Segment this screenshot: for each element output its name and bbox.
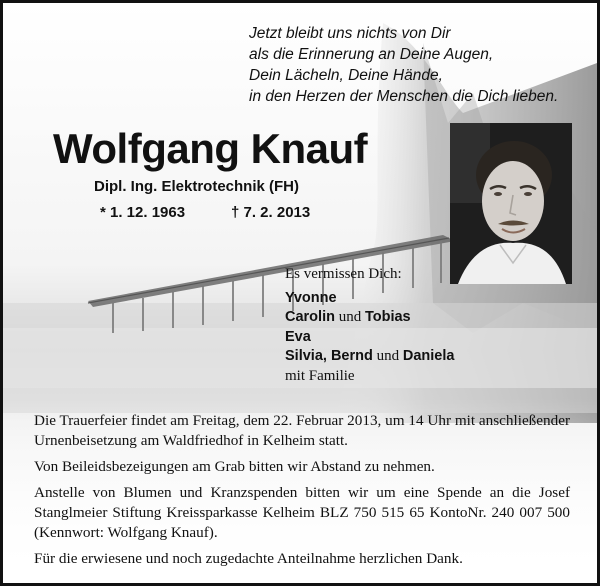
mourner-name: Yvonne (285, 289, 337, 306)
poem-line: als die Erinnerung an Deine Augen, (249, 46, 494, 63)
mourner-row (285, 328, 454, 348)
mourners-intro: Es vermissen Dich: (285, 266, 402, 282)
mourner-name: Eva (285, 328, 311, 345)
mourner-name: Silvia, Bernd (285, 348, 373, 364)
poem-line: in den Herzen der Menschen die Dich lieben. (249, 88, 559, 105)
deceased-name: Wolfgang Knauf (53, 125, 368, 172)
conjunction: und (376, 348, 400, 364)
mourner-row (285, 347, 454, 367)
funeral-service-info: Die Trauerfeier findet am Freitag, dem 22. Februar 2013, um 14 Uhr mit anschließender Urnenbeisetzung am Waldfriedhof in Kelheim statt. (34, 412, 570, 449)
deceased-title: Dipl. Ing. Elektrotechnik (FH) (94, 178, 300, 195)
mourner-name: Daniela (402, 348, 455, 364)
birth-date: * 1. 12. 1963 (100, 204, 186, 221)
mourner-row (285, 289, 454, 309)
mourner-name: Carolin (285, 309, 335, 325)
mourners-family: mit Familie (285, 367, 355, 384)
funeral-notice (34, 411, 570, 575)
conjunction: und (338, 309, 362, 325)
mourners-list (285, 265, 454, 386)
portrait-photo (450, 123, 572, 284)
donation-request: Anstelle von Blumen und Kranzspenden bitten wir um eine Spende an die Josef Stanglmeier Stiftung Kreissparkasse Kelheim BLZ 750 515 65 KontoNr. 240 007 500 (Kennwort: Wolfgang Knauf). (34, 484, 570, 541)
condolence-request: Von Beileidsbezeigungen am Grab bitten wir Abstand zu nehmen. (34, 458, 435, 475)
death-date: † 7. 2. 2013 (231, 204, 311, 221)
poem-line: Jetzt bleibt uns nichts von Dir (249, 25, 451, 42)
mourner-name: Tobias (364, 309, 411, 325)
portrait-image (450, 123, 572, 284)
poem-line: Dein Lächeln, Deine Hände, (249, 67, 443, 84)
thanks-note: Für die erwiesene und noch zugedachte Anteilnahme herzlichen Dank. (34, 550, 463, 567)
mourner-row (285, 308, 454, 328)
memorial-poem (249, 23, 579, 107)
